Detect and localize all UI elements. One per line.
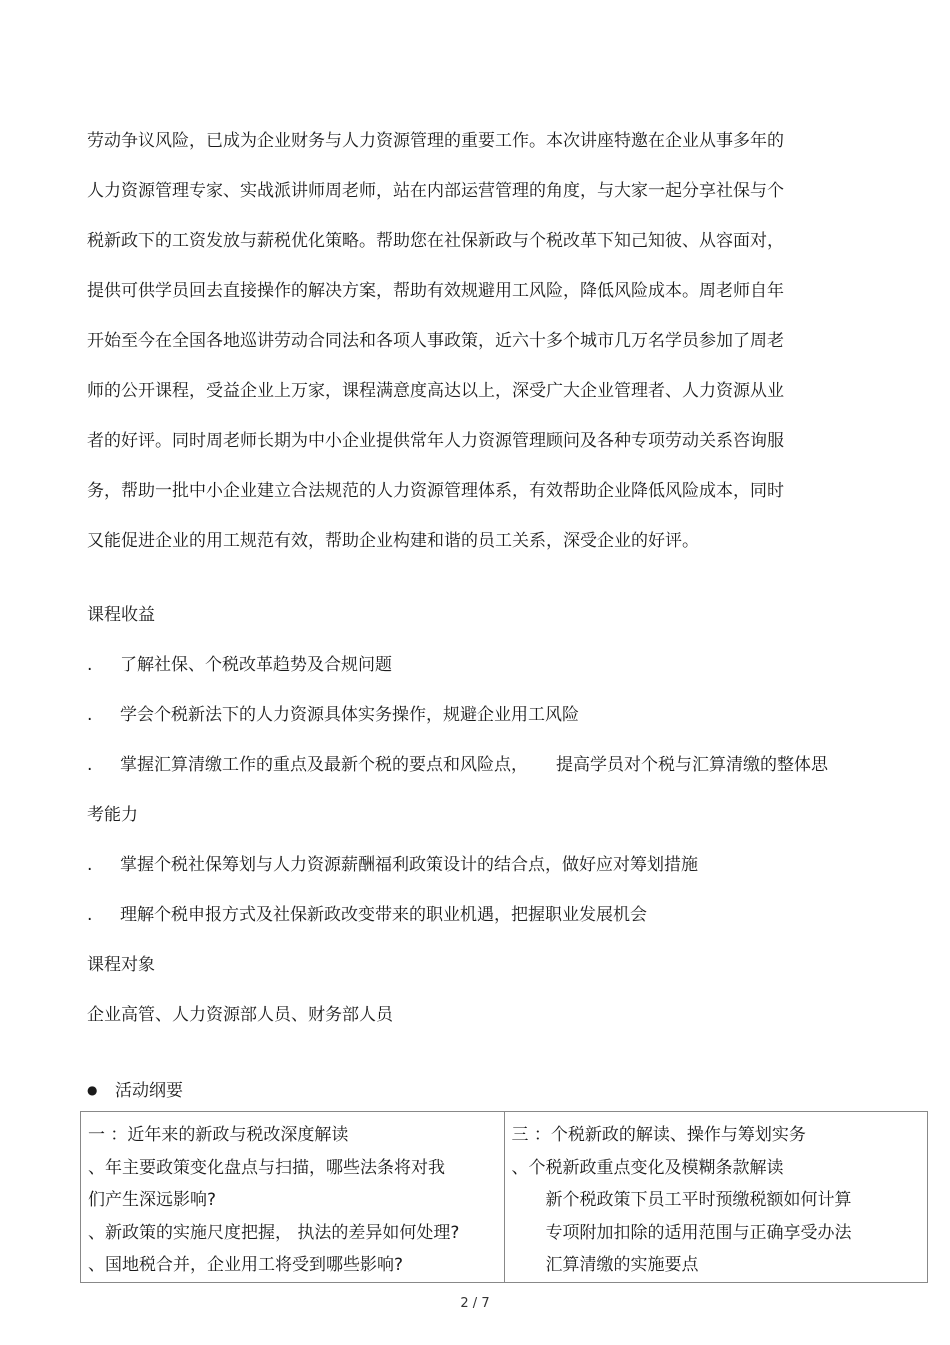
benefit-item xyxy=(87,705,579,725)
benefit-item xyxy=(87,855,698,875)
section-line: 、国地税合并，企业用工将受到哪些影响? xyxy=(88,1255,404,1275)
intro-line: 劳动争议风险，已成为企业财务与人力资源管理的重要工作。本次讲座特邀在企业从事多年的 xyxy=(87,131,784,151)
intro-line: 开始至今在全国各地巡讲劳动合同法和各项人事政策，近六十多个城市几万名学员参加了周老 xyxy=(87,331,784,351)
section-line: 、新政策的实施尺度把握， 执法的差异如何处理? xyxy=(88,1222,460,1243)
section-line: 们产生深远影响? xyxy=(88,1190,217,1210)
page-number: 2 / 7 xyxy=(460,1296,490,1311)
intro-line: 税新政下的工资发放与薪税优化策略。帮助您在社保新政与个税改革下知己知彼、从容面对， xyxy=(87,231,784,251)
benefit-item-wrap: 考能力 xyxy=(87,805,138,825)
audience-text: 企业高管、人力资源部人员、财务部人员 xyxy=(87,1005,393,1025)
intro-line: 又能促进企业的用工规范有效，帮助企业构建和谐的员工关系，深受企业的好评。 xyxy=(87,531,699,551)
audience-heading: 课程对象 xyxy=(87,955,155,975)
outline-table xyxy=(80,1111,928,1283)
intro-line: 人力资源管理专家、实战派讲师周老师，站在内部运营管理的角度，与大家一起分享社保与个 xyxy=(87,181,784,201)
bullet-dot: . xyxy=(87,755,93,775)
intro-line: 提供可供学员回去直接操作的解决方案，帮助有效规避用工风险，降低风险成本。周老师自年 xyxy=(87,281,784,301)
outline-heading-text: 活动纲要 xyxy=(115,1081,183,1101)
benefit-item xyxy=(87,755,828,775)
intro-paragraph xyxy=(87,131,847,581)
section-line: 新个税政策下员工平时预缴税额如何计算 xyxy=(545,1190,852,1210)
bullet-dot: . xyxy=(87,855,93,875)
benefit-text: 了解社保、个税改革趋势及合规问题 xyxy=(120,655,392,675)
benefit-text: 掌握汇算清缴工作的重点及最新个税的要点和风险点， xyxy=(120,755,528,775)
benefit-item xyxy=(87,655,392,675)
section-title: 一 ：近年来的新政与税改深度解读 xyxy=(88,1125,349,1145)
section-title: 三 ：个税新政的解读、操作与筹划实务 xyxy=(511,1125,806,1145)
benefit-text-tail: 提高学员对个税与汇算清缴的整体思 xyxy=(556,755,828,775)
benefit-text: 掌握个税社保筹划与人力资源薪酬福利政策设计的结合点，做好应对筹划措施 xyxy=(120,855,698,875)
benefit-item xyxy=(87,905,647,925)
bullet-dot: . xyxy=(87,905,93,925)
table-row xyxy=(81,1112,928,1283)
benefits-heading: 课程收益 xyxy=(87,605,155,625)
section-line: 、年主要政策变化盘点与扫描，哪些法条将对我 xyxy=(88,1157,445,1178)
benefit-text: 学会个税新法下的人力资源具体实务操作，规避企业用工风险 xyxy=(120,705,579,725)
intro-line: 师的公开课程，受益企业上万家，课程满意度高达以上，深受广大企业管理者、人力资源从业 xyxy=(87,381,784,401)
outline-heading xyxy=(87,1080,183,1101)
outline-cell-left xyxy=(81,1112,505,1283)
bullet-dot: . xyxy=(87,655,93,675)
section-line: 汇算清缴的实施要点 xyxy=(545,1255,699,1275)
section-line: 专项附加扣除的适用范围与正确享受办法 xyxy=(545,1222,852,1243)
bullet-icon: ● xyxy=(87,1083,98,1097)
intro-line: 者的好评。同时周老师长期为中小企业提供常年人力资源管理顾问及各种专项劳动关系咨询服 xyxy=(87,431,784,451)
bullet-dot: . xyxy=(87,705,93,725)
intro-line: 务，帮助一批中小企业建立合法规范的人力资源管理体系，有效帮助企业降低风险成本，同时 xyxy=(87,481,784,501)
outline-cell-right xyxy=(504,1112,928,1283)
section-line: 、个税新政重点变化及模糊条款解读 xyxy=(511,1157,784,1178)
benefit-text: 理解个税申报方式及社保新政改变带来的职业机遇，把握职业发展机会 xyxy=(120,905,647,925)
